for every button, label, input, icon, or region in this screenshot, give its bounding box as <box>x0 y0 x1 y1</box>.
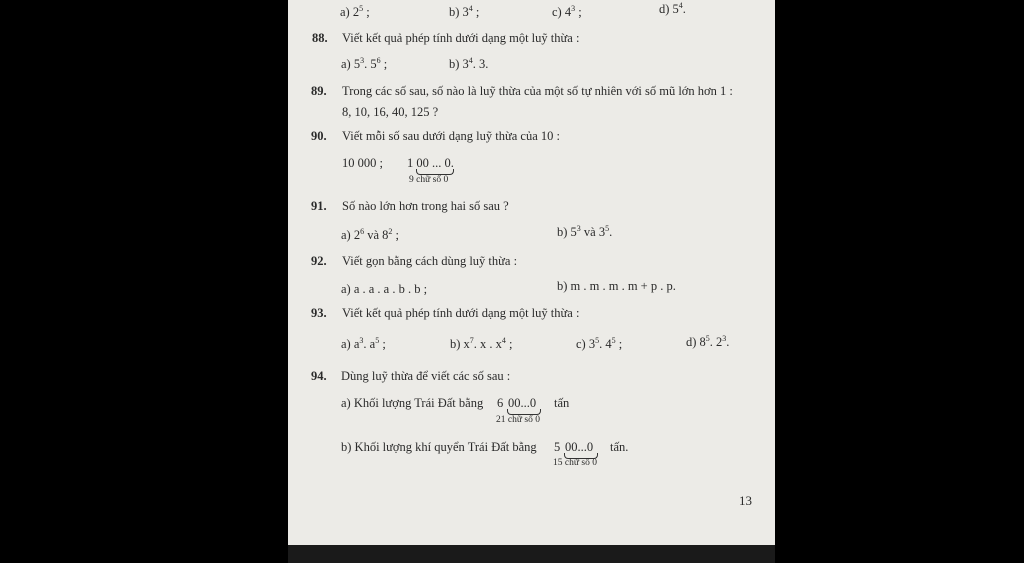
ex92-a: a) a . a . a . b . b ; <box>341 282 428 296</box>
ex91-number: 91. <box>311 199 327 213</box>
ex94-a-lead: 6 <box>497 396 504 410</box>
ex91-a: a) $2^6$ và $8^2$ ; <box>341 226 400 242</box>
textbook-page <box>288 0 775 545</box>
ex94-b-unit: tấn. <box>610 440 629 454</box>
ex90-second-note: 9 chữ số 0 <box>409 175 449 185</box>
ex93-number: 93. <box>311 306 327 320</box>
ex88-a: a) $5^3$. $5^6$ ; <box>341 55 388 71</box>
ex91-b: b) $5^3$ và $3^5$. <box>557 223 613 239</box>
ex93-text: Viết kết quả phép tính dưới dạng một luỹ thừa : <box>342 306 580 320</box>
ex87-b: b) $3^4$ ; <box>449 3 480 19</box>
ex92-text: Viết gọn bằng cách dùng luỹ thừa : <box>342 254 518 268</box>
ex90-text: Viết mỗi số sau dưới dạng luỹ thừa của 10 : <box>342 129 560 143</box>
ex94-a-zeros: 00...0 <box>508 396 537 410</box>
ex93-d: d) $8^5$. $2^3$. <box>686 333 730 349</box>
ex88-b: b) $3^4$. 3. <box>449 55 489 71</box>
ex94-b-zeros: 00...0 <box>565 440 594 454</box>
ex94-a-prefix: a) Khối lượng Trái Đất bằng <box>341 396 484 410</box>
ex89-number: 89. <box>311 84 327 98</box>
page-number: 13 <box>739 493 752 508</box>
ex88-number: 88. <box>312 31 328 45</box>
ex87-d: d) $5^4$. <box>659 0 686 16</box>
ex89-numbers: 8, 10, 16, 40, 125 ? <box>342 105 439 119</box>
ex93-b: b) $x^7$. x . $x^4$ ; <box>450 335 513 351</box>
ex90-second: 1 00 ... 0. <box>407 156 454 170</box>
ex88-text: Viết kết quả phép tính dưới dạng một luỹ thừa : <box>342 31 580 45</box>
ex93-c: c) $3^5$. $4^5$ ; <box>576 335 623 351</box>
ex91-text: Số nào lớn hơn trong hai số sau ? <box>342 199 509 213</box>
ex87-c: c) $4^3$ ; <box>552 3 582 19</box>
ex94-b-prefix: b) Khối lượng khí quyển Trái Đất bằng <box>341 440 537 454</box>
ex94-a-note: 21 chữ số 0 <box>496 415 540 425</box>
ex94-text: Dùng luỹ thừa để viết các số sau : <box>341 369 511 383</box>
ex94-number: 94. <box>311 369 327 383</box>
ex94-b-lead: 5 <box>554 440 561 454</box>
ex94-b-note: 15 chữ số 0 <box>553 458 597 468</box>
ex89-text: Trong các số sau, số nào là luỹ thừa của một số tự nhiên với số mũ lớn hơn 1 : <box>342 84 733 98</box>
ex94-a-unit: tấn <box>554 396 570 410</box>
ex87-a: a) $2^5$ ; <box>340 3 370 19</box>
ex92-b: b) m . m . m . m + p . p. <box>557 279 676 293</box>
ex90-number: 90. <box>311 129 327 143</box>
ex93-a: a) $a^3$. $a^5$ ; <box>341 335 386 351</box>
ex90-first: 10 000 ; <box>342 156 383 170</box>
ex92-number: 92. <box>311 254 327 268</box>
page-bottom-shadow <box>288 545 775 563</box>
